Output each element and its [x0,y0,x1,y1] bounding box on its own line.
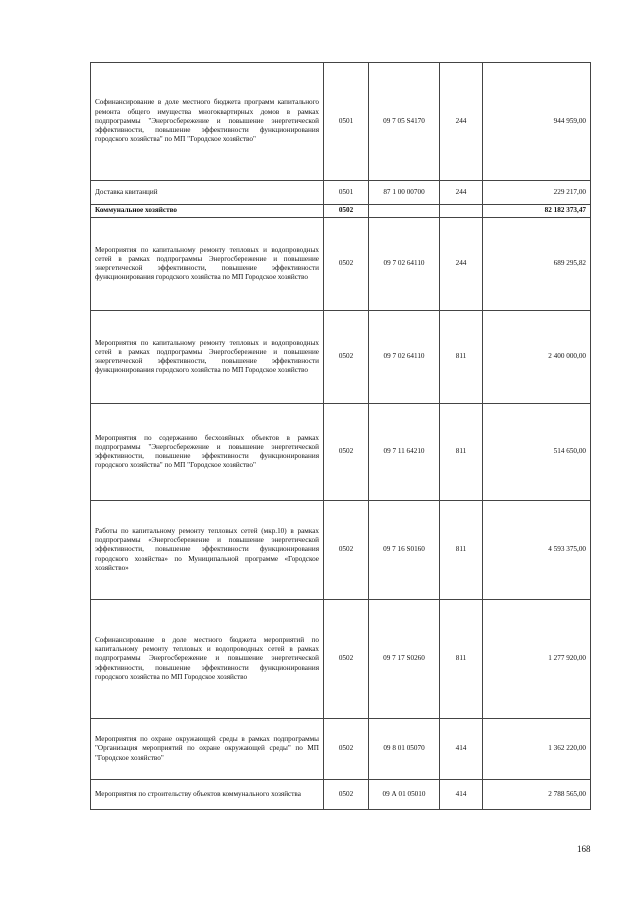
row-name-cell: Работы по капитальному ремонту тепловых сетей (мкр.10) в рамках подпрограммы «Энергосбережение и повышение энергетической эффективности, повышение эффективности функционирования городского хозяйства» по Муниципальной программе «Городское хозяйство» [91,501,324,600]
section-code-cell: 0502 [324,404,369,501]
row-name-cell: Мероприятия по строительству объектов коммунального хозяйства [91,780,324,810]
expense-type-cell: 811 [440,600,483,719]
expense-type-cell [440,205,483,218]
expense-type-cell: 244 [440,181,483,205]
section-code-cell: 0501 [324,181,369,205]
table-row [91,218,591,311]
amount-cell: 4 593 375,00 [483,501,591,600]
amount-cell: 2 400 000,00 [483,311,591,404]
expense-type-cell: 414 [440,780,483,810]
target-article-cell: 09 7 02 64110 [369,311,440,404]
expense-type-cell: 811 [440,501,483,600]
table-row [91,63,591,181]
row-name-cell: Софинансирование в доле местного бюджета программ капитального ремонта общего имущества многоквартирных домов в рамках подпрограммы "Энергосбережение и повышение энергетической эффективности, повышение эффективности функционирования городского хозяйства" по МП "Городское хозяйство" [91,63,324,181]
table-row [91,600,591,719]
section-code-cell: 0502 [324,205,369,218]
amount-cell: 1 277 920,00 [483,600,591,719]
expense-type-cell: 244 [440,218,483,311]
target-article-cell: 09 7 17 S0260 [369,600,440,719]
section-code-cell: 0502 [324,218,369,311]
section-code-cell: 0502 [324,719,369,780]
row-name-cell: Мероприятия по капитальному ремонту тепловых и водопроводных сетей в рамках подпрограммы Энергосбережение и повышение энергетической эффективности, повышение эффективности функционирования городского хозяйства по МП Городское хозяйство [91,218,324,311]
expense-type-cell: 811 [440,311,483,404]
amount-cell: 82 182 373,47 [483,205,591,218]
amount-cell: 1 362 220,00 [483,719,591,780]
target-article-cell: 09 7 02 64110 [369,218,440,311]
page-number: 168 [577,844,591,854]
expense-type-cell: 244 [440,63,483,181]
table-row [91,780,591,810]
section-code-cell: 0502 [324,600,369,719]
table-row [91,181,591,205]
budget-table-body [91,63,591,810]
expense-type-cell: 414 [440,719,483,780]
table-row [91,719,591,780]
amount-cell: 514 650,00 [483,404,591,501]
table-row [91,404,591,501]
target-article-cell: 09 7 16 S0160 [369,501,440,600]
table-row [91,501,591,600]
expense-type-cell: 811 [440,404,483,501]
section-code-cell: 0502 [324,780,369,810]
table-row [91,311,591,404]
table-row [91,205,591,218]
row-name-cell: Доставка квитанций [91,181,324,205]
budget-table [90,62,591,810]
target-article-cell: 09 7 11 64210 [369,404,440,501]
target-article-cell: 09 8 01 05070 [369,719,440,780]
amount-cell: 944 959,00 [483,63,591,181]
target-article-cell [369,205,440,218]
amount-cell: 689 295,82 [483,218,591,311]
target-article-cell: 09 7 05 S4170 [369,63,440,181]
row-name-cell: Коммунальное хозяйство [91,205,324,218]
section-code-cell: 0502 [324,501,369,600]
row-name-cell: Мероприятия по капитальному ремонту тепловых и водопроводных сетей в рамках подпрограммы Энергосбережение и повышение энергетической эффективности, повышение эффективности функционирования городского хозяйства по МП Городское хозяйство [91,311,324,404]
target-article-cell: 09 А 01 05010 [369,780,440,810]
row-name-cell: Мероприятия по содержанию бесхозяйных объектов в рамках подпрограммы "Энергосбережение и повышение энергетической эффективности, повышение эффективности функционирования городского хозяйства" по МП "Городское хозяйство" [91,404,324,501]
amount-cell: 229 217,00 [483,181,591,205]
row-name-cell: Софинансирование в доле местного бюджета мероприятий по капитальному ремонту тепловых и водопроводных сетей в рамках подпрограммы Энергосбережение и повышение энергетической эффективности, повышение эффективности функционирования городского хозяйства по МП Городское хозяйство [91,600,324,719]
section-code-cell: 0502 [324,311,369,404]
row-name-cell: Мероприятия по охране окружающей среды в рамках подпрограммы "Организация мероприятий по охране окружающей среды" по МП "Городское хозяйство" [91,719,324,780]
section-code-cell: 0501 [324,63,369,181]
amount-cell: 2 788 565,00 [483,780,591,810]
target-article-cell: 87 1 00 00700 [369,181,440,205]
